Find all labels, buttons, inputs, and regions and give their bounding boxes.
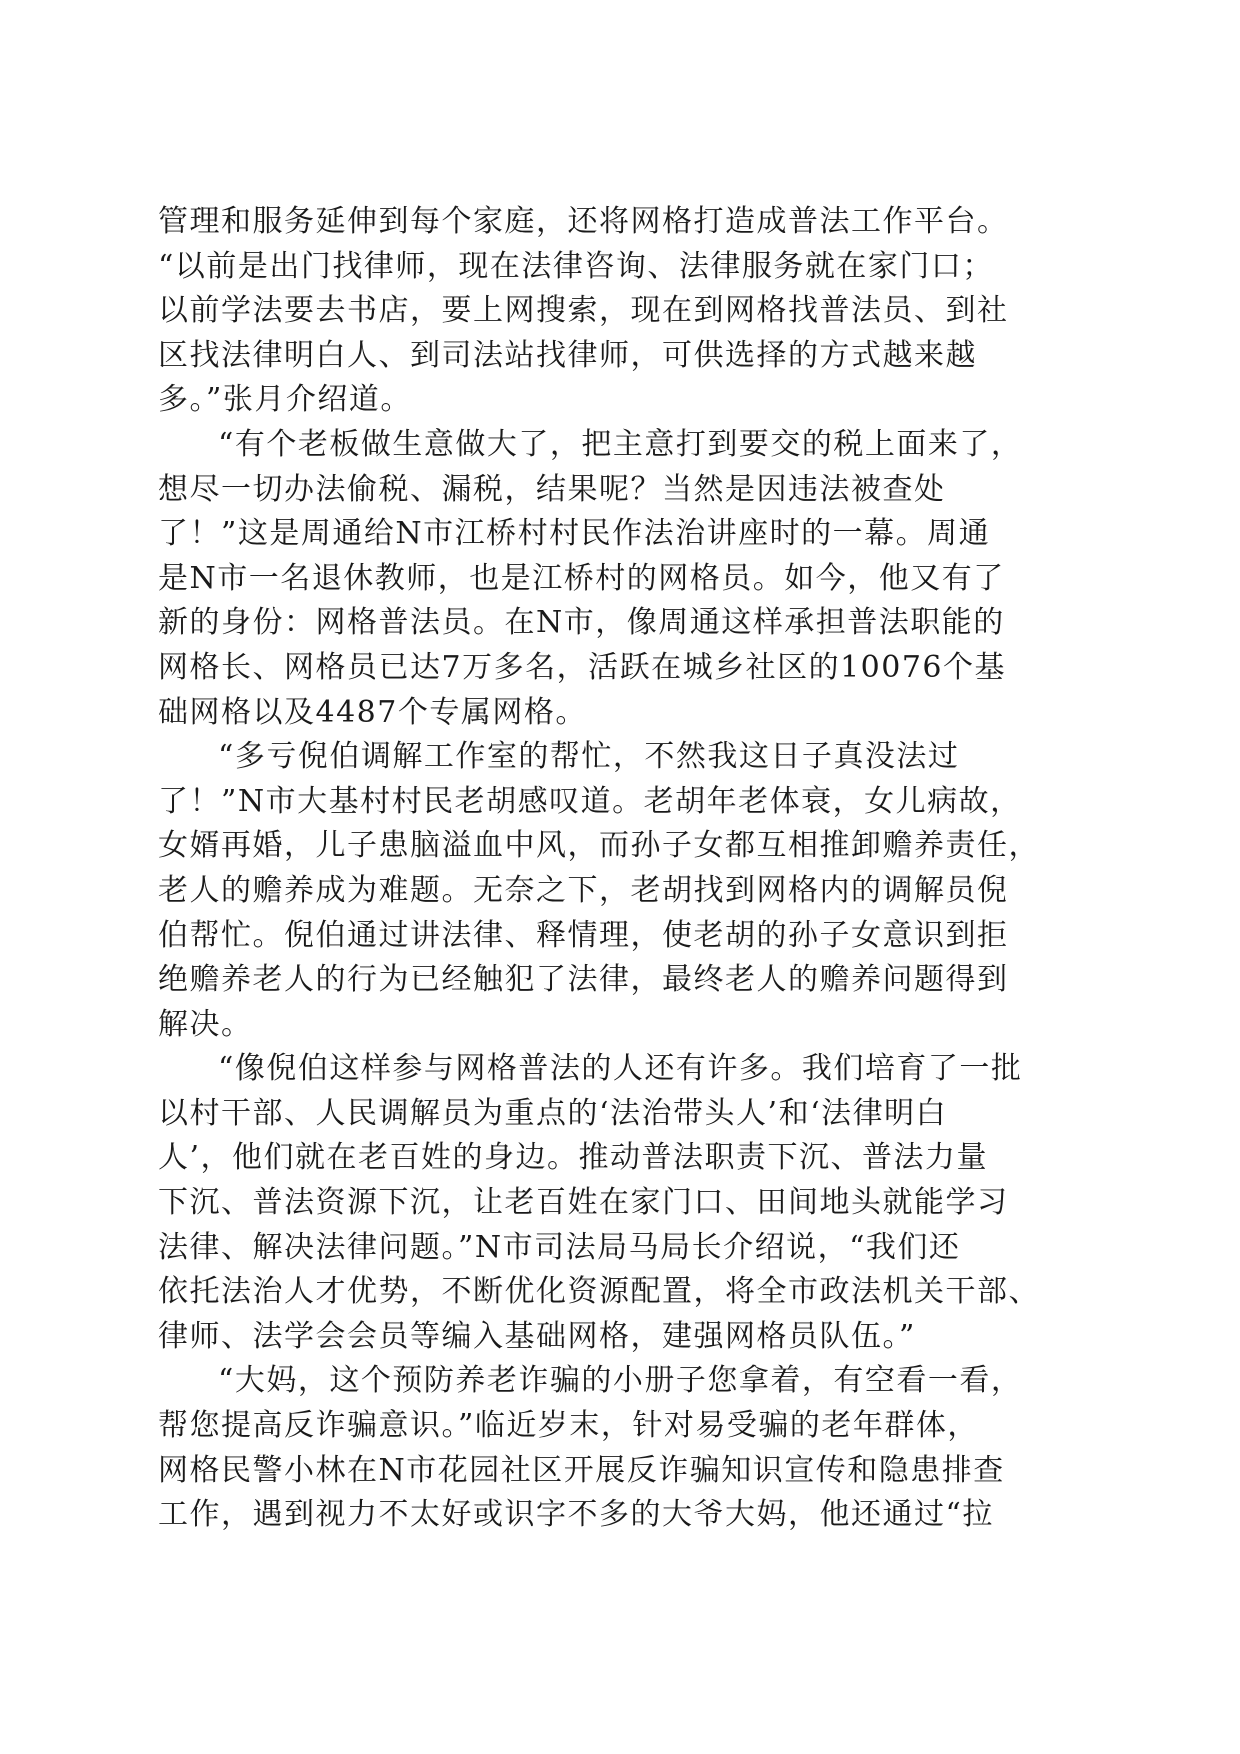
- text-line: 多。”张月介绍道。: [158, 382, 412, 418]
- text-line: 老人的赡养成为难题。无奈之下，老胡找到网格内的调解员倪: [158, 872, 1009, 908]
- text-line: 以村干部、人民调解员为重点的‘法治带头人’和‘法律明白: [158, 1095, 948, 1131]
- text-line: 管理和服务延伸到每个家庭，还将网格打造成普法工作平台。: [158, 204, 1009, 239]
- paragraph-first-line: “大妈，这个预防养老诈骗的小册子您拿着，有空看一看，: [218, 1363, 1023, 1399]
- text-line: 帮您提高反诈骗意识。”临近岁末，针对易受骗的老年群体，: [158, 1408, 979, 1444]
- paragraph-first-line: “像倪伯这样参与网格普法的人还有许多。我们培育了一批: [218, 1051, 1023, 1087]
- text-line: 下沉、普法资源下沉，让老百姓在家门口、田间地头就能学习: [158, 1185, 1009, 1221]
- text-line: 解决。: [158, 1006, 253, 1042]
- text-line: 想尽一切办法偷税、漏税，结果呢？当然是因违法被查处: [158, 471, 946, 507]
- text-line: 依托法治人才优势，不断优化资源配置，将全市政法机关干部、: [158, 1274, 1040, 1310]
- text-line: 新的身份：网格普法员。在N市，像周通这样承担普法职能的: [158, 605, 1005, 641]
- paragraph-first-line: “有个老板做生意做大了，把主意打到要交的税上面来了，: [218, 426, 1023, 462]
- text-line: “以前是出门找律师，现在法律咨询、法律服务就在家门口；: [158, 248, 994, 284]
- text-line: 区找法律明白人、到司法站找律师，可供选择的方式越来越: [158, 337, 977, 373]
- paragraph-first-line: “多亏倪伯调解工作室的帮忙，不然我这日子真没法过: [218, 739, 960, 775]
- text-line: 以前学法要去书店，要上网搜索，现在到网格找普法员、到社: [158, 293, 1009, 329]
- text-line: 了！”N市大基村村民老胡感叹道。老胡年老体衰，女儿病故，: [158, 783, 1022, 819]
- text-line: 伯帮忙。倪伯通过讲法律、释情理，使老胡的孙子女意识到拒: [158, 917, 1009, 953]
- text-line: 人’，他们就在老百姓的身边。推动普法职责下沉、普法力量: [158, 1140, 989, 1176]
- text-line: 础网格以及4487个专属网格。: [158, 694, 587, 730]
- body-text: [158, 200, 1098, 1538]
- text-line: 是N市一名退休教师，也是江桥村的网格员。如今，他又有了: [158, 560, 1005, 596]
- text-line: 女婿再婚，儿子患脑溢血中风，而孙子女都互相推卸赡养责任，: [158, 828, 1040, 864]
- text-line: 网格民警小林在N市花园社区开展反诈骗知识宣传和隐患排查: [158, 1452, 1005, 1488]
- text-line: 了！”这是周通给N市江桥村村民作法治讲座时的一幕。周通: [158, 516, 991, 552]
- text-line: 绝赡养老人的行为已经触犯了法律，最终老人的赡养问题得到: [158, 962, 1009, 998]
- text-line: 工作，遇到视力不太好或识字不多的大爷大妈，他还通过“拉: [158, 1497, 994, 1533]
- text-line: 律师、法学会会员等编入基础网格，建强网格员队伍。”: [158, 1318, 916, 1354]
- text-line: 网格长、网格员已达7万多名，活跃在城乡社区的10076个基: [158, 649, 1007, 685]
- text-line: 法律、解决法律问题。”N市司法局马局长介绍说，“我们还: [158, 1229, 961, 1265]
